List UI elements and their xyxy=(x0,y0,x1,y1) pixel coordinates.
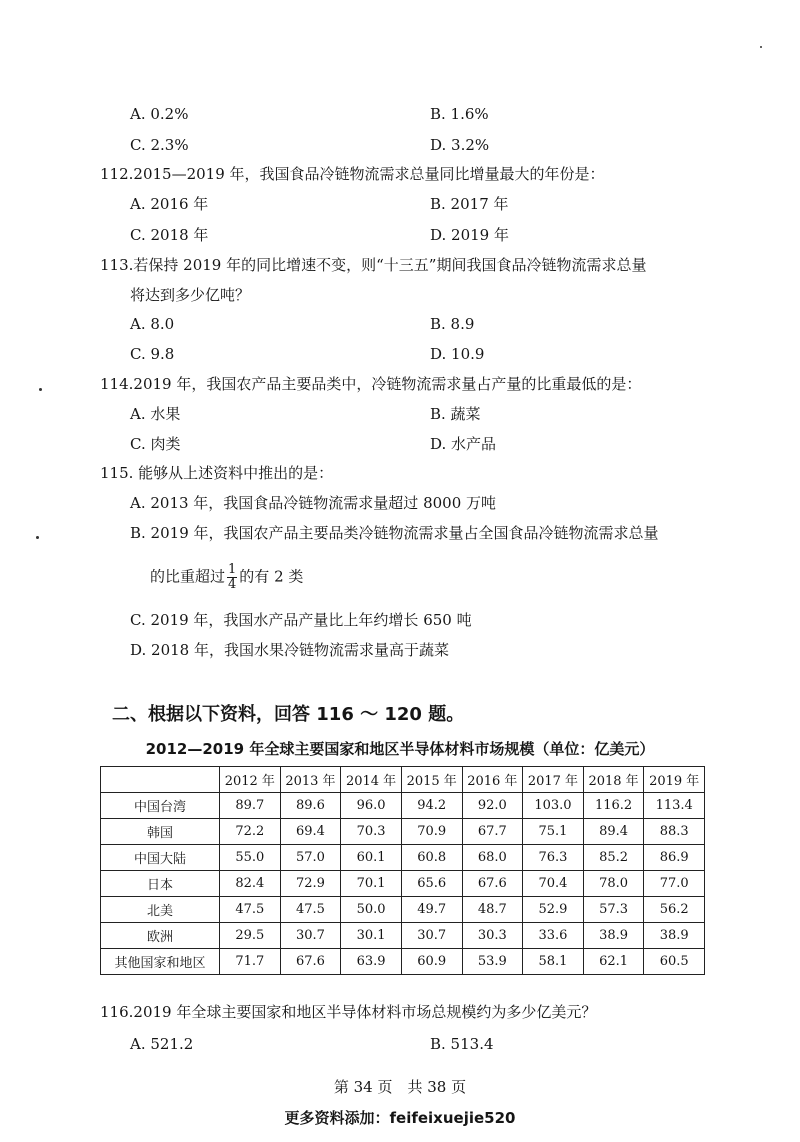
region-cell: 其他国家和地区 xyxy=(101,949,220,975)
value-cell: 70.4 xyxy=(523,871,584,897)
q116-option-a: A. 521.2 xyxy=(130,1035,194,1053)
q112-option-c: C. 2018 年 xyxy=(130,226,209,244)
value-cell: 29.5 xyxy=(220,923,281,949)
footer-note: 更多资料添加：feifeixuejie520 xyxy=(284,1109,516,1127)
year-header: 2015 年 xyxy=(401,767,462,793)
value-cell: 88.3 xyxy=(644,819,705,845)
value-cell: 68.0 xyxy=(462,845,523,871)
year-header: 2013 年 xyxy=(280,767,341,793)
value-cell: 70.3 xyxy=(341,819,402,845)
value-cell: 70.1 xyxy=(341,871,402,897)
q115-stem: 115. 能够从上述资料中推出的是： xyxy=(100,464,334,482)
value-cell: 57.3 xyxy=(583,897,644,923)
q112-option-b: B. 2017 年 xyxy=(430,195,509,213)
region-cell: 中国大陆 xyxy=(101,845,220,871)
region-cell: 欧洲 xyxy=(101,923,220,949)
q113-option-a: A. 8.0 xyxy=(130,315,175,333)
q114-option-c: C. 肉类 xyxy=(130,435,181,453)
value-cell: 69.4 xyxy=(280,819,341,845)
q113-option-b: B. 8.9 xyxy=(430,315,475,333)
value-cell: 62.1 xyxy=(583,949,644,975)
q112-option-d: D. 2019 年 xyxy=(430,226,509,244)
year-header: 2012 年 xyxy=(220,767,281,793)
q116-stem: 116.2019 年全球主要国家和地区半导体材料市场总规模约为多少亿美元？ xyxy=(100,1003,597,1021)
year-header: 2016 年 xyxy=(462,767,523,793)
year-header: 2018 年 xyxy=(583,767,644,793)
fraction-numerator: 1 xyxy=(228,562,237,577)
value-cell: 82.4 xyxy=(220,871,281,897)
q113-option-d: D. 10.9 xyxy=(430,345,485,363)
scan-speck xyxy=(36,536,39,539)
value-cell: 96.0 xyxy=(341,793,402,819)
value-cell: 65.6 xyxy=(401,871,462,897)
year-header: 2014 年 xyxy=(341,767,402,793)
value-cell: 60.9 xyxy=(401,949,462,975)
value-cell: 60.5 xyxy=(644,949,705,975)
q115-option-b-line2-pre: 的比重超过 xyxy=(150,567,226,586)
year-header: 2017 年 xyxy=(523,767,584,793)
value-cell: 75.1 xyxy=(523,819,584,845)
q111-option-c: C. 2.3% xyxy=(130,136,189,154)
table-row xyxy=(101,793,705,819)
fraction-denominator: 4 xyxy=(228,577,237,592)
q114-option-b: B. 蔬菜 xyxy=(430,405,481,423)
value-cell: 60.8 xyxy=(401,845,462,871)
value-cell: 56.2 xyxy=(644,897,705,923)
q115-option-b-line2 xyxy=(150,563,303,592)
table-row xyxy=(101,949,705,975)
value-cell: 67.7 xyxy=(462,819,523,845)
table-row xyxy=(101,845,705,871)
value-cell: 72.9 xyxy=(280,871,341,897)
value-cell: 60.1 xyxy=(341,845,402,871)
scan-speck xyxy=(760,46,762,48)
semiconductor-market-table xyxy=(100,766,705,975)
q114-stem: 114.2019 年，我国农产品主要品类中，冷链物流需求量占产量的比重最低的是： xyxy=(100,375,642,393)
q115-option-b-line1: B. 2019 年，我国农产品主要品类冷链物流需求量占全国食品冷链物流需求总量 xyxy=(130,524,659,542)
value-cell: 92.0 xyxy=(462,793,523,819)
q115-option-b-line2-post: 的有 2 类 xyxy=(239,567,304,586)
q116-option-b: B. 513.4 xyxy=(430,1035,494,1053)
value-cell: 38.9 xyxy=(583,923,644,949)
q111-option-b: B. 1.6% xyxy=(430,105,489,123)
value-cell: 47.5 xyxy=(280,897,341,923)
q115-option-d: D. 2018 年，我国水果冷链物流需求量高于蔬菜 xyxy=(130,641,449,659)
table-title: 2012—2019 年全球主要国家和地区半导体材料市场规模（单位：亿美元） xyxy=(145,740,655,758)
value-cell: 116.2 xyxy=(583,793,644,819)
region-cell: 中国台湾 xyxy=(101,793,220,819)
q113-stem-line2: 将达到多少亿吨？ xyxy=(130,286,251,304)
table-row xyxy=(101,897,705,923)
region-cell: 日本 xyxy=(101,871,220,897)
year-header: 2019 年 xyxy=(644,767,705,793)
value-cell: 47.5 xyxy=(220,897,281,923)
value-cell: 48.7 xyxy=(462,897,523,923)
q112-stem: 112.2015—2019 年，我国食品冷链物流需求总量同比增量最大的年份是： xyxy=(100,165,605,183)
value-cell: 63.9 xyxy=(341,949,402,975)
one-quarter-fraction xyxy=(227,563,237,592)
value-cell: 33.6 xyxy=(523,923,584,949)
value-cell: 57.0 xyxy=(280,845,341,871)
q111-option-d: D. 3.2% xyxy=(430,136,490,154)
q114-option-d: D. 水产品 xyxy=(430,435,497,453)
value-cell: 49.7 xyxy=(401,897,462,923)
value-cell: 76.3 xyxy=(523,845,584,871)
value-cell: 86.9 xyxy=(644,845,705,871)
value-cell: 85.2 xyxy=(583,845,644,871)
value-cell: 94.2 xyxy=(401,793,462,819)
value-cell: 30.3 xyxy=(462,923,523,949)
table-row xyxy=(101,923,705,949)
value-cell: 113.4 xyxy=(644,793,705,819)
page-number: 第 34 页 共 38 页 xyxy=(333,1078,467,1096)
value-cell: 67.6 xyxy=(462,871,523,897)
section-heading: 二、根据以下资料，回答 116 ～ 120 题。 xyxy=(112,704,465,725)
q113-stem-line1: 113.若保持 2019 年的同比增速不变，则“十三五”期间我国食品冷链物流需求总量 xyxy=(100,256,647,274)
value-cell: 58.1 xyxy=(523,949,584,975)
value-cell: 78.0 xyxy=(583,871,644,897)
value-cell: 67.6 xyxy=(280,949,341,975)
value-cell: 77.0 xyxy=(644,871,705,897)
q112-option-a: A. 2016 年 xyxy=(130,195,209,213)
value-cell: 53.9 xyxy=(462,949,523,975)
value-cell: 30.1 xyxy=(341,923,402,949)
value-cell: 70.9 xyxy=(401,819,462,845)
value-cell: 72.2 xyxy=(220,819,281,845)
table-row xyxy=(101,871,705,897)
value-cell: 103.0 xyxy=(523,793,584,819)
value-cell: 50.0 xyxy=(341,897,402,923)
q114-option-a: A. 水果 xyxy=(130,405,181,423)
q115-option-c: C. 2019 年，我国水产品产量比上年约增长 650 吨 xyxy=(130,611,472,629)
scan-speck xyxy=(39,388,42,391)
table-row xyxy=(101,819,705,845)
table-header-row xyxy=(101,767,705,793)
q113-option-c: C. 9.8 xyxy=(130,345,175,363)
value-cell: 30.7 xyxy=(280,923,341,949)
value-cell: 38.9 xyxy=(644,923,705,949)
table-corner-cell xyxy=(101,767,220,793)
q111-option-a: A. 0.2% xyxy=(130,105,189,123)
value-cell: 89.6 xyxy=(280,793,341,819)
value-cell: 52.9 xyxy=(523,897,584,923)
value-cell: 89.4 xyxy=(583,819,644,845)
value-cell: 55.0 xyxy=(220,845,281,871)
value-cell: 30.7 xyxy=(401,923,462,949)
region-cell: 韩国 xyxy=(101,819,220,845)
q115-option-a: A. 2013 年，我国食品冷链物流需求量超过 8000 万吨 xyxy=(130,494,497,512)
value-cell: 71.7 xyxy=(220,949,281,975)
value-cell: 89.7 xyxy=(220,793,281,819)
region-cell: 北美 xyxy=(101,897,220,923)
